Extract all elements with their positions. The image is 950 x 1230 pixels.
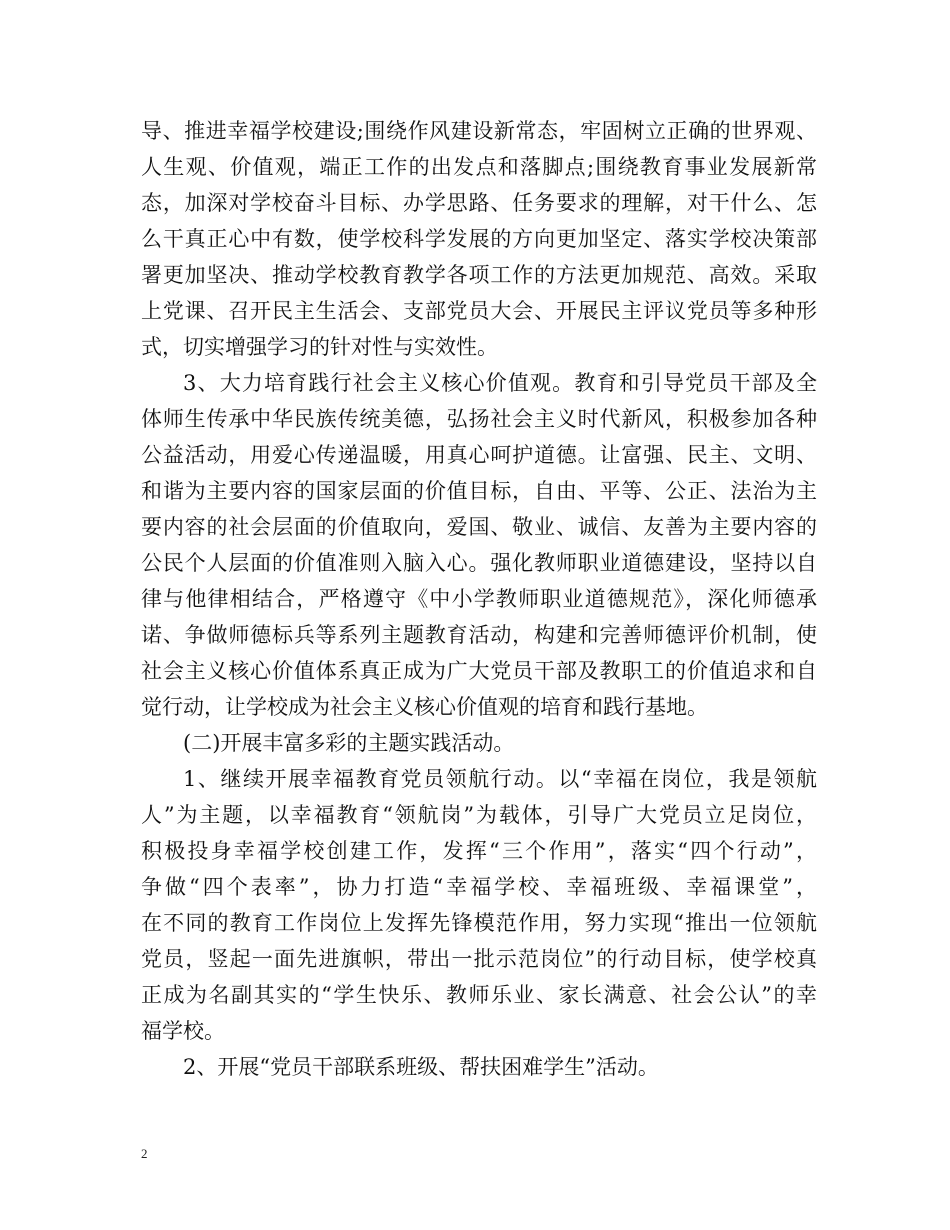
text-line: 律与他律相结合，严格遵守《中小学教师职业道德规范》，深化师德承 — [141, 587, 817, 611]
paragraph — [141, 365, 817, 725]
text-line: 态，加深对学校奋斗目标、办学思路、任务要求的理解，对干什么、怎 — [141, 191, 817, 215]
text-line: (二)开展丰富多彩的主题实践活动。 — [183, 731, 515, 755]
document-body — [141, 113, 817, 1085]
text-line: 1、继续开展幸福教育党员领航行动。以“幸福在岗位，我是领航 — [183, 767, 817, 791]
text-line: 3、大力培育践行社会主义核心价值观。教育和引导党员干部及全 — [183, 371, 817, 395]
text-line: 正成为名副其实的“学生快乐、教师乐业、家长满意、社会公认”的幸 — [141, 983, 817, 1007]
text-line: 式，切实增强学习的针对性与实效性。 — [141, 335, 498, 359]
text-line: 党员，竖起一面先进旗帜，带出一批示范岗位”的行动目标，使学校真 — [141, 947, 817, 971]
paragraph — [141, 725, 817, 761]
paragraph — [141, 1049, 817, 1085]
text-line: 么干真正心中有数，使学校科学发展的方向更加坚定、落实学校决策部 — [141, 227, 817, 251]
text-line: 人”为主题，以幸福教育“领航岗”为载体，引导广大党员立足岗位， — [141, 803, 817, 827]
text-line: 导、推进幸福学校建设;围绕作风建设新常态，牢固树立正确的世界观、 — [141, 119, 817, 143]
text-line: 署更加坚决、推动学校教育教学各项工作的方法更加规范、高效。采取 — [141, 263, 817, 287]
text-line: 要内容的社会层面的价值取向，爱国、敬业、诚信、友善为主要内容的 — [141, 515, 817, 539]
text-line: 公民个人层面的价值准则入脑入心。强化教师职业道德建设，坚持以自 — [141, 551, 817, 575]
text-line: 公益活动，用爱心传递温暖，用真心呵护道德。让富强、民主、文明、 — [141, 443, 817, 467]
paragraph — [141, 761, 817, 1049]
text-line: 社会主义核心价值体系真正成为广大党员干部及教职工的价值追求和自 — [141, 659, 817, 683]
text-line: 积极投身幸福学校创建工作，发挥“三个作用”，落实“四个行动”， — [141, 839, 817, 863]
text-line: 和谐为主要内容的国家层面的价值目标，自由、平等、公正、法治为主 — [141, 479, 817, 503]
paragraph — [141, 113, 817, 365]
text-line: 在不同的教育工作岗位上发挥先锋模范作用，努力实现“推出一位领航 — [141, 911, 817, 935]
text-line: 人生观、价值观，端正工作的出发点和落脚点;围绕教育事业发展新常 — [141, 155, 817, 179]
text-line: 诺、争做师德标兵等系列主题教育活动，构建和完善师德评价机制，使 — [141, 623, 817, 647]
text-line: 体师生传承中华民族传统美德，弘扬社会主义时代新风，积极参加各种 — [141, 407, 817, 431]
text-line: 争做“四个表率”，协力打造“幸福学校、幸福班级、幸福课堂”， — [141, 875, 817, 899]
text-line: 上党课、召开民主生活会、支部党员大会、开展民主评议党员等多种形 — [141, 299, 817, 323]
page-number: 2 — [141, 1146, 148, 1161]
text-line: 福学校。 — [141, 1019, 225, 1043]
text-line: 2、开展“党员干部联系班级、帮扶困难学生”活动。 — [183, 1055, 659, 1079]
text-line: 觉行动，让学校成为社会主义核心价值观的培育和践行基地。 — [141, 695, 708, 719]
